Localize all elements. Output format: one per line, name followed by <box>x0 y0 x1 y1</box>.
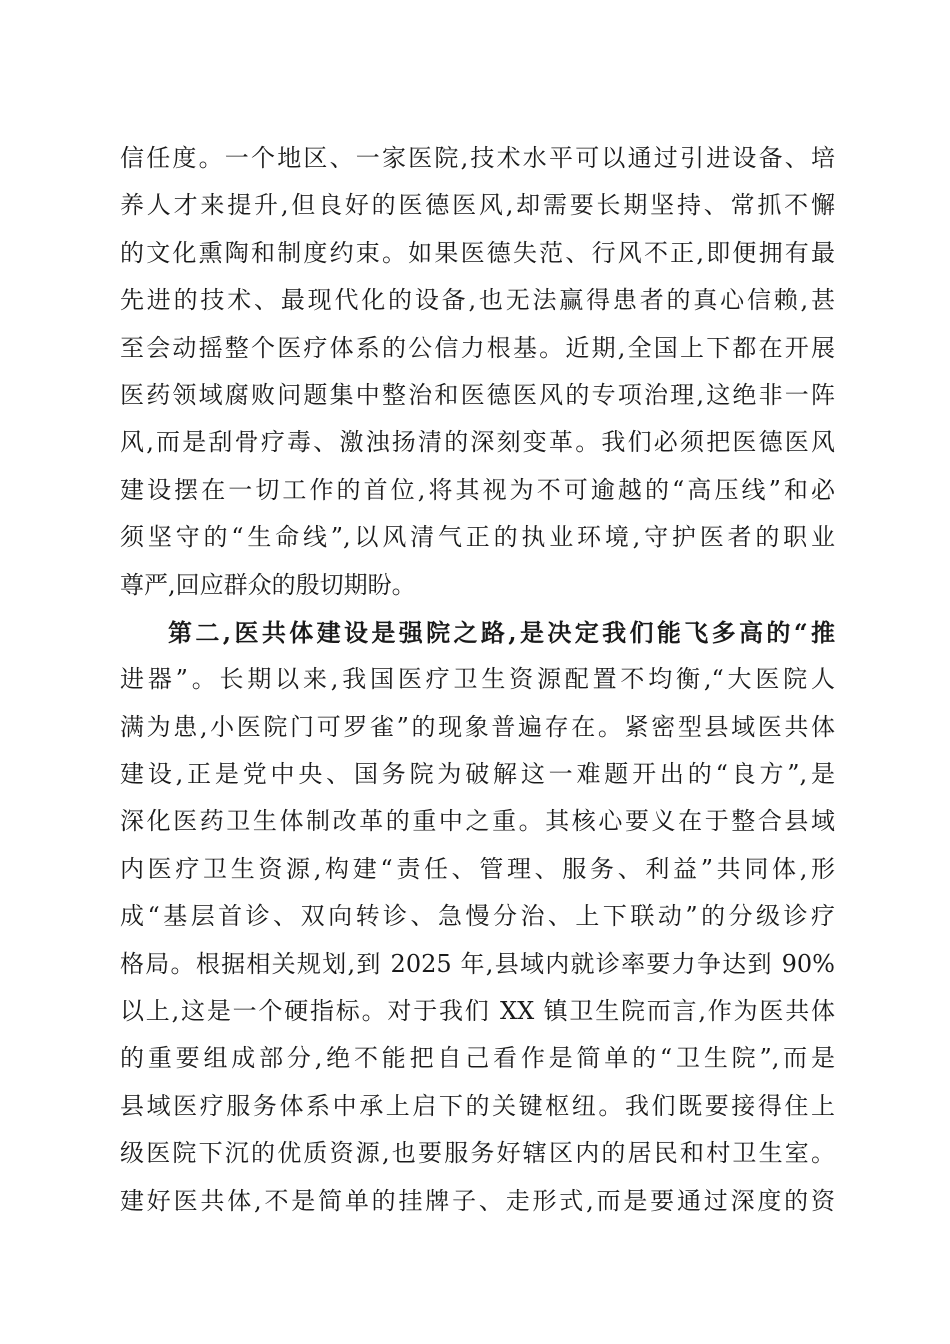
text-line: 的重要组成部分,绝不能把自己看作是简单的“卫生院”,而是 <box>120 1044 835 1073</box>
text-line: 级医院下沉的优质资源,也要服务好辖区内的居民和村卫生室。 <box>120 1139 835 1168</box>
text-line: 养人才来提升,但良好的医德医风,却需要长期坚持、常抓不懈 <box>120 191 835 220</box>
text-line: 成“基层首诊、双向转诊、急慢分治、上下联动”的分级诊疗 <box>120 902 835 931</box>
text-line: 内医疗卫生资源,构建“责任、管理、服务、利益”共同体,形 <box>120 854 835 883</box>
paragraph-1 <box>120 135 835 609</box>
text-line: 信任度。一个地区、一家医院,技术水平可以通过引进设备、培 <box>120 144 835 172</box>
text-line: 建设,正是党中央、国务院为破解这一难题开出的“良方”,是 <box>120 760 835 789</box>
paragraph-2 <box>120 609 835 1225</box>
text-line: 建好医共体,不是简单的挂牌子、走形式,而是要通过深度的资 <box>120 1186 835 1215</box>
text-line: 须坚守的“生命线”,以风清气正的执业环境,守护医者的职业 <box>120 523 835 552</box>
text-line: 进器”。长期以来,我国医疗卫生资源配置不均衡,“大医院人 <box>120 665 835 694</box>
section-lead-sentence: 第二,医共体建设是强院之路,是决定我们能飞多高的“推 <box>168 617 835 647</box>
text-line: 尊严,回应群众的殷切期盼。 <box>120 570 416 599</box>
text-line: 格局。根据相关规划,到 2025 年,县域内就诊率要力争达到 90% <box>120 949 835 978</box>
text-line: 满为患,小医院门可罗雀”的现象普遍存在。紧密型县域医共体 <box>120 712 835 741</box>
text-line: 风,而是刮骨疗毒、激浊扬清的深刻变革。我们必须把医德医风 <box>120 428 835 457</box>
text-line: 深化医药卫生体制改革的重中之重。其核心要义在于整合县域 <box>120 807 835 836</box>
text-line: 县域医疗服务体系中承上启下的关键枢纽。我们既要接得住上 <box>120 1091 835 1120</box>
text-line: 至会动摇整个医疗体系的公信力根基。近期,全国上下都在开展 <box>120 333 835 362</box>
text-line: 先进的技术、最现代化的设备,也无法赢得患者的真心信赖,甚 <box>120 286 835 315</box>
text-line: 以上,这是一个硬指标。对于我们 XX 镇卫生院而言,作为医共体 <box>120 997 835 1026</box>
body-text <box>120 135 835 1225</box>
text-line: 的文化熏陶和制度约束。如果医德失范、行风不正,即便拥有最 <box>120 238 835 267</box>
text-line: 建设摆在一切工作的首位,将其视为不可逾越的“高压线”和必 <box>120 475 835 504</box>
text-line: 医药领域腐败问题集中整治和医德医风的专项治理,这绝非一阵 <box>120 380 835 409</box>
